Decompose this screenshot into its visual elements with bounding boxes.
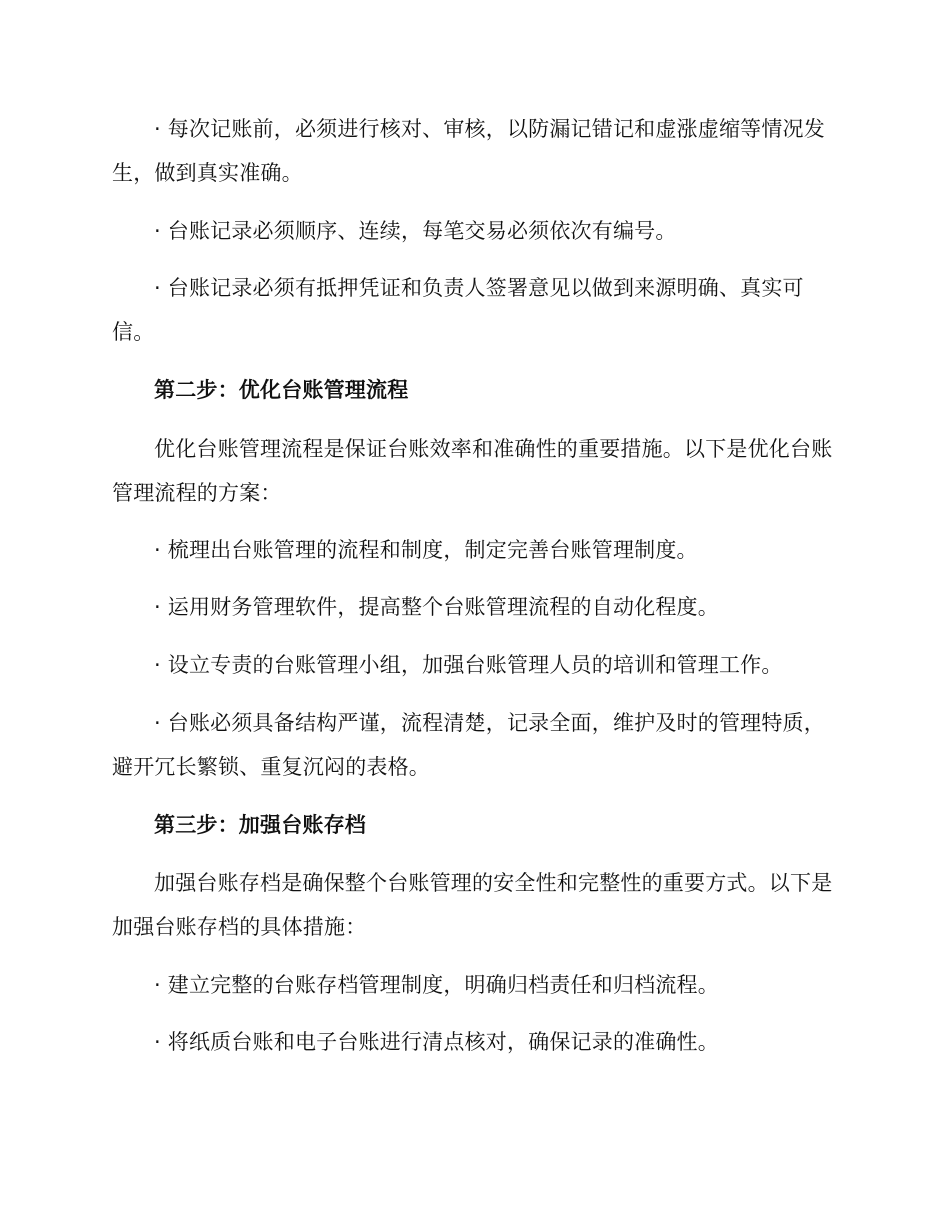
bullet-paragraph: · 将纸质台账和电子台账进行清点核对，确保记录的准确性。 bbox=[154, 1030, 719, 1054]
bullet-paragraph: · 设立专责的台账管理小组，加强台账管理人员的培训和管理工作。 bbox=[154, 653, 783, 677]
bullet-paragraph: · 台账记录必须顺序、连续，每笔交易必须依次有编号。 bbox=[154, 219, 677, 243]
bullet-paragraph: · 梳理出台账管理的流程和制度，制定完善台账管理制度。 bbox=[154, 538, 698, 562]
bullet-paragraph: · 每次记账前，必须进行核对、审核，以防漏记错记和虚涨虚缩等情况发生，做到真实准确。 bbox=[112, 117, 825, 185]
bullet-paragraph: · 台账必须具备结构严谨，流程清楚，记录全面，维护及时的管理特质，避开冗长繁锁、重复沉闷的表格。 bbox=[112, 711, 825, 779]
section-heading: 第三步：加强台账存档 bbox=[154, 813, 366, 837]
bullet-paragraph: · 运用财务管理软件，提高整个台账管理流程的自动化程度。 bbox=[154, 595, 719, 619]
body-paragraph: 优化台账管理流程是保证台账效率和准确性的重要措施。以下是优化台账管理流程的方案： bbox=[112, 437, 833, 505]
section-heading: 第二步：优化台账管理流程 bbox=[154, 378, 409, 402]
body-paragraph: 加强台账存档是确保整个台账管理的安全性和完整性的重要方式。以下是加强台账存档的具体措施： bbox=[112, 871, 833, 939]
bullet-paragraph: · 建立完整的台账存档管理制度，明确归档责任和归档流程。 bbox=[154, 973, 719, 997]
bullet-paragraph: · 台账记录必须有抵押凭证和负责人签署意见以做到来源明确、真实可信。 bbox=[112, 276, 804, 344]
